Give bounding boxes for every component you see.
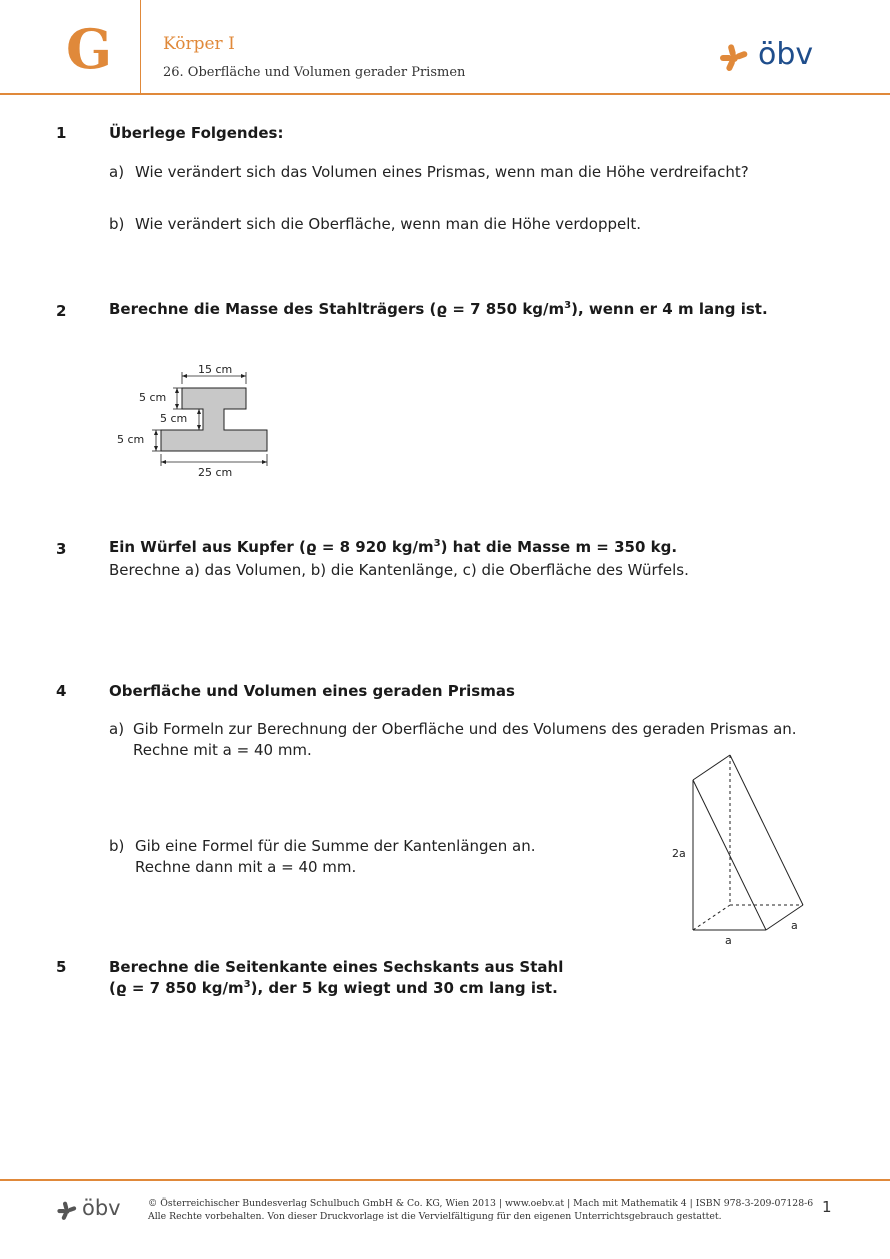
task-4a-line1: Gib Formeln zur Berechnung der Oberfläche und des Volumens des geraden Prismas an. bbox=[133, 720, 797, 738]
footer-line-1: © Österreichischer Bundesverlag Schulbuch GmbH & Co. KG, Wien 2013 | www.oebv.at | Mach mit Mathematik 4 | ISBN 978-3-209-07128-6 bbox=[148, 1198, 814, 1209]
footer-logo bbox=[56, 1198, 136, 1224]
footer-logo-wordmark: öbv bbox=[82, 1196, 121, 1220]
chapter-title: Körper I bbox=[163, 34, 235, 54]
header-logo bbox=[718, 37, 828, 76]
triangular-prism-figure bbox=[660, 745, 820, 950]
task-4b-label: b) bbox=[109, 837, 125, 855]
task-4b-line1: Gib eine Formel für die Summe der Kantenlängen an. bbox=[135, 837, 536, 855]
task-1-number: 1 bbox=[56, 124, 67, 142]
task-4-heading: Oberfläche und Volumen eines geraden Prismas bbox=[109, 682, 515, 700]
task-4a-label: a) bbox=[109, 720, 125, 738]
task-1b-label: b) bbox=[109, 215, 125, 233]
section-letter: G bbox=[66, 17, 113, 81]
dim-bottom-width: 25 cm bbox=[198, 466, 233, 479]
star-logo-icon bbox=[718, 42, 750, 74]
logo-wordmark: öbv bbox=[758, 37, 814, 72]
page-number: 1 bbox=[822, 1198, 832, 1216]
header-divider-vertical bbox=[140, 0, 141, 94]
prism-height-label: 2a bbox=[672, 847, 686, 860]
footer-copyright bbox=[148, 1197, 813, 1224]
star-logo-icon bbox=[56, 1200, 78, 1222]
dim-top-width: 15 cm bbox=[198, 363, 233, 376]
task-4b-line2: Rechne dann mit a = 40 mm. bbox=[135, 858, 357, 876]
task-4a-line2: Rechne mit a = 40 mm. bbox=[133, 741, 312, 759]
task-1a-label: a) bbox=[109, 163, 125, 181]
dim-web-height: 5 cm bbox=[160, 412, 188, 425]
task-1a-text: Wie verändert sich das Volumen eines Prismas, wenn man die Höhe verdreifacht? bbox=[135, 163, 749, 181]
dim-bottom-height: 5 cm bbox=[117, 433, 145, 446]
steel-beam-figure bbox=[110, 358, 290, 483]
header-rule bbox=[0, 93, 890, 95]
prism-depth-label: a bbox=[791, 919, 798, 932]
footer-rule bbox=[0, 1179, 890, 1181]
chapter-subtitle: 26. Oberfläche und Volumen gerader Prismen bbox=[163, 65, 466, 80]
task-3-text: Berechne a) das Volumen, b) die Kantenlänge, c) die Oberfläche des Würfels. bbox=[109, 561, 689, 579]
task-2-number: 2 bbox=[56, 302, 67, 320]
task-5-number: 5 bbox=[56, 958, 67, 976]
footer-line-2: Alle Rechte vorbehalten. Von dieser Druckvorlage ist die Vervielfältigung für den eigenen Unterrichtsgebrauch gestattet. bbox=[148, 1211, 722, 1223]
task-5-heading-line2: (ϱ = 7 850 $kg/m^3$), der 5 kg wiegt und 30 cm lang ist. bbox=[109, 979, 558, 997]
dim-top-height: 5 cm bbox=[139, 391, 167, 404]
task-5-heading: Berechne die Seitenkante eines Sechskants aus Stahl bbox=[109, 958, 564, 976]
prism-base-label: a bbox=[725, 934, 732, 947]
task-2-heading: Berechne die Masse des Stahlträgers (ϱ = 7 850 $kg/m^3$), wenn er 4 m lang ist. bbox=[109, 300, 768, 318]
task-1-heading: Überlege Folgendes: bbox=[109, 124, 284, 142]
task-3-number: 3 bbox=[56, 540, 67, 558]
task-4-number: 4 bbox=[56, 682, 67, 700]
task-3-heading: Ein Würfel aus Kupfer (ϱ = 8 920 $kg/m^3$) hat die Masse m = 350 kg. bbox=[109, 538, 678, 556]
task-1b-text: Wie verändert sich die Oberfläche, wenn man die Höhe verdoppelt. bbox=[135, 215, 642, 233]
